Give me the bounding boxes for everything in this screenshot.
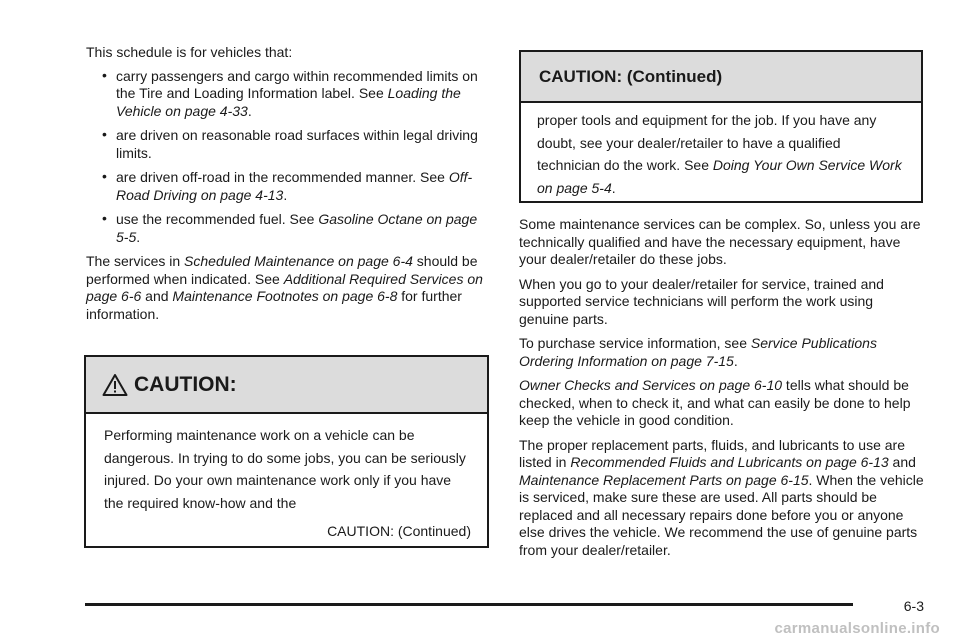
owner-checks-paragraph: Owner Checks and Services on page 6-10 tells what should be checked, when to check it, and what can easily be done to help keep the vehicle in good condition. xyxy=(519,377,911,428)
dealer-paragraph: When you go to your dealer/retailer for service, trained and supported service technicians will perform the work using genuine parts. xyxy=(519,275,884,327)
schedule-intro: This schedule is for vehicles that: xyxy=(86,44,293,60)
list-item: • are driven on reasonable road surfaces within legal driving limits. xyxy=(102,126,478,161)
right-column xyxy=(519,216,925,566)
replacement-parts-paragraph: The proper replacement parts, fluids, and lubricants to use are listed in Recommended Fluids and Lubricants on page 6-13 and Maintenance Replacement Parts on page 6-15. When the vehicle is serviced, make sure these are used. All parts should be replaced and all necessary repairs done before you or anyone else drives the vehicle. We recommend the use of genuine parts from your dealer/retailer. xyxy=(519,436,924,558)
service-info-paragraph: To purchase service information, see Service Publications Ordering Information on page 7-15. xyxy=(519,335,877,369)
list-item: • carry passengers and cargo within recommended limits on the Tire and Loading Information label. See Loading the Vehicle on page 4-33. xyxy=(102,66,478,119)
caution-title: CAUTION: (Continued) xyxy=(539,66,723,86)
page-reference-link[interactable]: Doing Your Own Service Work on page 5-4 xyxy=(537,157,902,196)
caution-text: proper tools and equipment for the job. If you have any doubt, see your dealer/retailer to have a qualified technician do the work. See Doing Your Own Service Work on page 5-4. xyxy=(537,112,902,196)
services-paragraph: The services in Scheduled Maintenance on page 6-4 should be performed when indicated. See Additional Required Services on page 6-6 and Maintenance Footnotes on page 6-8 for further information. xyxy=(86,253,483,322)
page-reference-link[interactable]: Gasoline Octane on page 5-5 xyxy=(116,211,478,245)
left-column xyxy=(86,44,488,323)
caution-continued-label: CAUTION: (Continued) xyxy=(327,523,471,539)
page-reference-link[interactable]: Additional Required Services on page 6-6 xyxy=(86,270,483,304)
caution-body xyxy=(86,414,487,543)
page-reference-link[interactable]: Off-Road Driving on page 4-13 xyxy=(116,169,473,203)
caution-text: Performing maintenance work on a vehicle can be dangerous. In trying to do some jobs, you can be seriously injured. Do your own maintenance work only if you have the required know-how and the xyxy=(104,427,466,511)
bullet-icon: • xyxy=(102,126,107,142)
complexity-paragraph: Some maintenance services can be complex. So, unless you are technically qualified and have the necessary equipment, have your dealer/retailer do these jobs. xyxy=(519,216,921,267)
bullet-icon: • xyxy=(102,168,107,184)
caution-header xyxy=(86,357,487,414)
list-item: • use the recommended fuel. See Gasoline Octane on page 5-5. xyxy=(102,210,478,245)
caution-header xyxy=(521,52,921,103)
watermark: carmanualsonline.info xyxy=(774,620,940,637)
page-reference-link[interactable]: Owner Checks and Services on page 6-10 xyxy=(519,377,783,393)
list-item: • are driven off-road in the recommended manner. See Off-Road Driving on page 4-13. xyxy=(102,168,473,203)
page-reference-link[interactable]: Maintenance Footnotes on page 6-8 xyxy=(172,288,398,304)
caution-continued-box xyxy=(519,50,923,203)
caution-body xyxy=(521,103,921,199)
caution-title: CAUTION: xyxy=(134,372,237,396)
bullet-icon: • xyxy=(102,66,107,83)
warning-triangle-icon xyxy=(102,373,128,397)
page-reference-link[interactable]: Service Publications Ordering Information on page 7-15 xyxy=(519,335,877,369)
vehicle-conditions-list xyxy=(86,68,488,247)
caution-box xyxy=(84,355,489,548)
page-reference-link[interactable]: Recommended Fluids and Lubricants on page 6-13 xyxy=(570,454,889,470)
footer-rule xyxy=(85,603,853,606)
page-reference-link[interactable]: Maintenance Replacement Parts on page 6-15 xyxy=(519,471,809,488)
page-reference-link[interactable]: Loading the Vehicle on page 4-33 xyxy=(116,85,461,119)
page-reference-link[interactable]: Scheduled Maintenance on page 6-4 xyxy=(184,253,413,269)
bullet-icon: • xyxy=(102,210,107,226)
page-number: 6-3 xyxy=(903,598,924,614)
